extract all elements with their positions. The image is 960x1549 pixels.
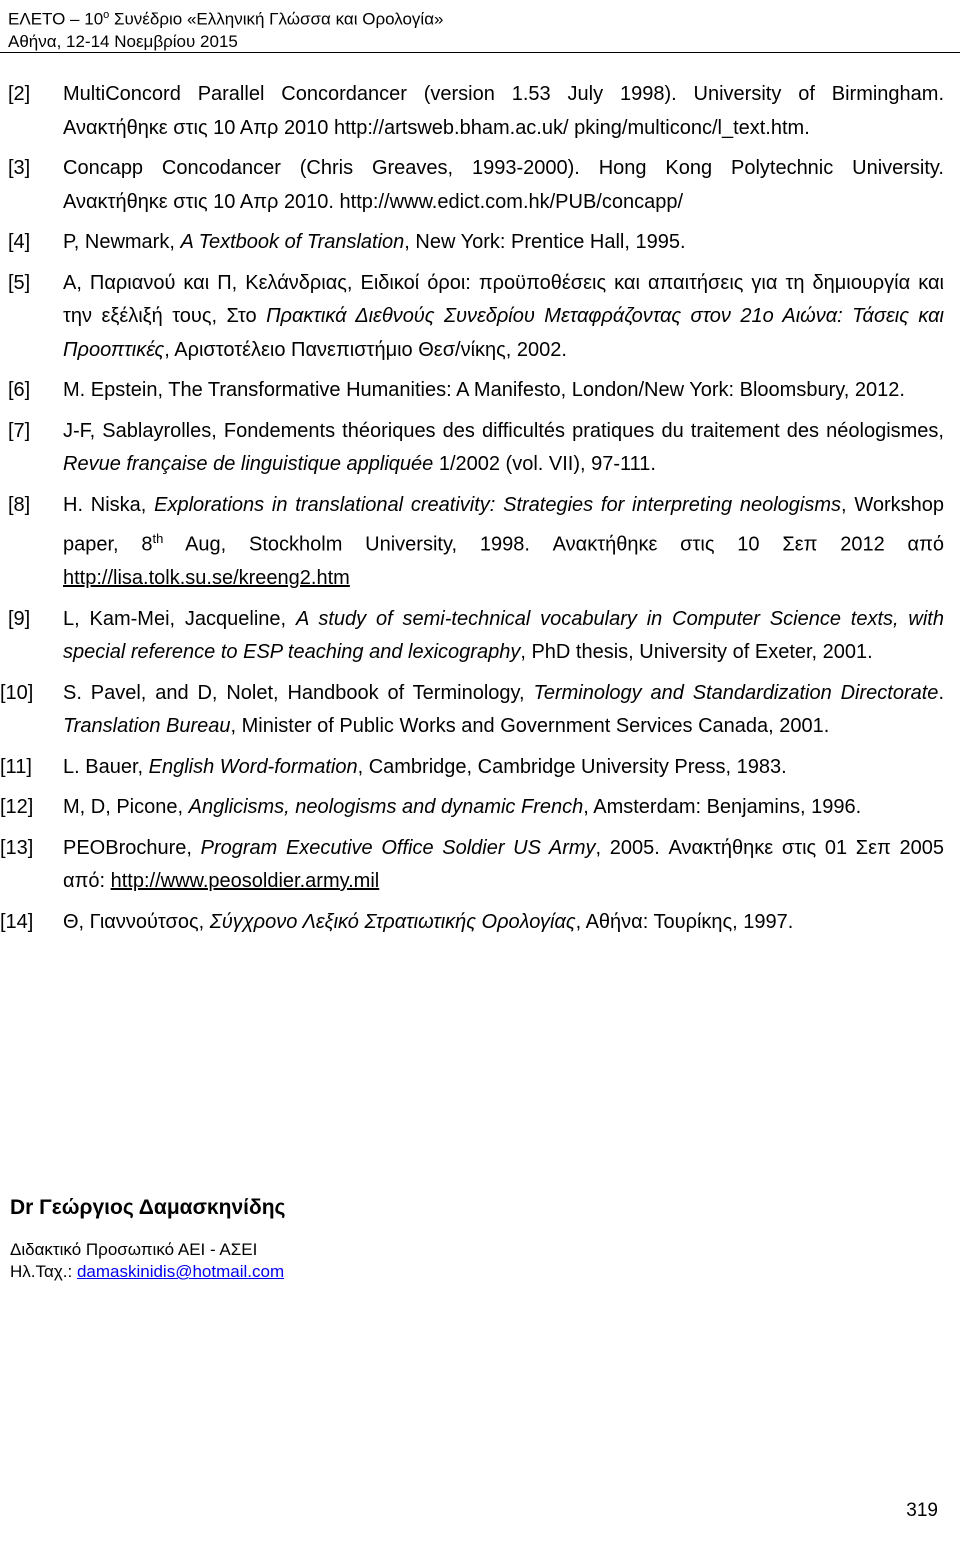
header-line-1: ΕΛΕΤΟ – $10^o$ Συνέδριο «Ελληνική Γλώσσα και Ορολογία» [8,9,444,29]
niska-link[interactable]: http://lisa.tolk.su.se/kreeng2.htm [63,567,350,590]
reference-5: [5] Α, Παριανού και Π, Κελάνδριας, Ειδικοί όροι: προϋποθέσεις και απαιτήσεις για τη δημιουργία και την εξέλιξή τους, Στο Πρακτικά Διεθνούς Συνεδρίου Μεταφράζοντας στον 21ο Αιώνα: Τάσεις και Προοπτικές, Αριστοτέλειο Πανεπιστήμιο Θεσ/νίκης, 2002. [8,271,944,361]
reference-8: [8] H. Niska, Explorations in translational creativity: Strategies for interpreting neologisms, Workshop paper, 8th Aug, Stockholm University, 1998. Ανακτήθηκε στις 10 Σεπ 2012 από http://lisa.tolk.su.se/kreeng2.htm [8,493,945,590]
reference-4: [4] P, Newmark, A Textbook of Translation, New York: Prentice Hall, 1995. [8,231,686,253]
reference-12: [12] M, D, Picone, Anglicisms, neologisms and dynamic French, Amsterdam: Benjamins, 1996. [0,796,862,819]
reference-9: [9] L, Kam-Mei, Jacqueline, A study of semi-technical vocabulary in Computer Science texts, with special reference to ESP teaching and lexicography, PhD thesis, University of Exeter, 2001. [8,607,944,664]
reference-11: [11] L. Bauer, English Word-formation, Cambridge, Cambridge University Press, 1983. [0,755,787,778]
running-header [8,4,444,53]
reference-2: [2] MultiConcord Parallel Concordancer (version 1.53 July 1998). University of Birmingham. Ανακτήθηκε στις 10 Απρ 2010 http://artsweb.bham.ac.uk/ pking/multiconc/l_text.htm. [8,83,944,139]
reference-13: [13] PEOBrochure, Program Executive Office Soldier US Army, 2005. Ανακτήθηκε στις 01 Σεπ 2005 από: http://www.peosoldier.army.mil [0,836,944,893]
author-signature [10,1193,285,1283]
header-line-2: Αθήνα, 12-14 Νοεμβρίου 2015 [8,31,238,51]
author-name: Dr Γεώργιος Δαμασκηνίδης [10,1196,286,1219]
reference-6: [6] M. Epstein, The Transformative Humanities: A Manifesto, London/New York: Bloomsbury, 2012. [8,379,905,401]
author-role: Διδακτικό Προσωπικό ΑΕΙ - ΑΣΕΙ [10,1240,258,1259]
reference-list [0,78,944,946]
author-email: Ηλ.Ταχ.: damaskinidis@hotmail.com [10,1262,285,1281]
page-number: 319 [906,1500,938,1521]
email-link[interactable]: damaskinidis@hotmail.com [76,1262,285,1281]
header-rule [0,52,960,53]
reference-14: [14] Θ, Γιαννούτσος, Σύγχρονο Λεξικό Στρατιωτικής Ορολογίας, Αθήνα: Τουρίκης, 1997. [0,910,794,933]
reference-10: [10] S. Pavel, and D, Nolet, Handbook of Terminology, Terminology and Standardization Directorate. Translation Bureau, Minister of Public Works and Government Services Canada, 2001. [0,681,944,738]
peosoldier-link[interactable]: http://www.peosoldier.army.mil [110,870,380,893]
reference-7: [7] J-F, Sablayrolles, Fondements théoriques des difficultés pratiques du traitement des néologismes, Revue française de linguistique appliquée 1/2002 (vol. VII), 97-111. [8,419,944,475]
reference-3: [3] Concapp Concodancer (Chris Greaves, 1993-2000). Hong Kong Polytechnic University. Ανακτήθηκε στις 10 Απρ 2010. http://www.edict.com.hk/PUB/concapp/ [8,157,944,213]
